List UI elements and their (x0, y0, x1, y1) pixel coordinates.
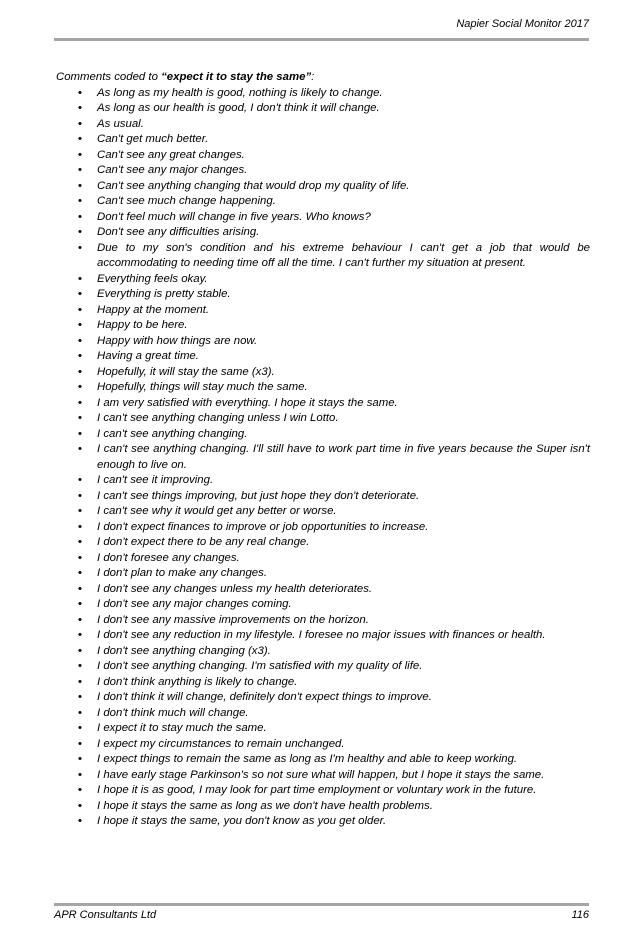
comment-item: • I don't see any changes unless my health deteriorates. (56, 582, 590, 598)
comment-item: • As long as our health is good, I don't think it will change. (56, 101, 590, 117)
comment-item: • I don't plan to make any changes. (56, 566, 590, 582)
comment-item: • I don't think anything is likely to change. (56, 675, 590, 691)
comment-item: • I can't see anything changing. (56, 427, 590, 443)
comment-item: • I can't see it improving. (56, 473, 590, 489)
comments-list (56, 86, 590, 830)
comment-item: • Having a great time. (56, 349, 590, 365)
comment-item: • I don't see anything changing. I'm satisfied with my quality of life. (56, 659, 590, 675)
comment-item: • As long as my health is good, nothing is likely to change. (56, 86, 590, 102)
comment-item: • I don't think much will change. (56, 706, 590, 722)
page-footer (54, 903, 589, 920)
page-header (54, 18, 589, 41)
comment-item: • Everything feels okay. (56, 272, 590, 288)
comment-item: • I don't see any reduction in my lifestyle. I foresee no major issues with finances or health. (56, 628, 590, 644)
comment-item: • I expect things to remain the same as long as I'm healthy and able to keep working. (56, 752, 590, 768)
comment-item: • Can't see any major changes. (56, 163, 590, 179)
intro-highlight: “expect it to stay the same” (161, 71, 312, 83)
comment-item: • Happy at the moment. (56, 303, 590, 319)
comment-item: • Don't feel much will change in five years. Who knows? (56, 210, 590, 226)
comment-item: • Due to my son's condition and his extreme behaviour I can't get a job that would be accommodating to needing time off all the time. I can't further my situation at present. (56, 241, 590, 272)
comment-item: • I don't see anything changing (x3). (56, 644, 590, 660)
comment-item: • I don't see any massive improvements on the horizon. (56, 613, 590, 629)
comment-item: • Can't see anything changing that would drop my quality of life. (56, 179, 590, 195)
comment-item: • Hopefully, things will stay much the same. (56, 380, 590, 396)
comment-item: • I don't see any major changes coming. (56, 597, 590, 613)
comment-item: • I don't expect there to be any real change. (56, 535, 590, 551)
comment-item: • I hope it is as good, I may look for part time employment or voluntary work in the future. (56, 783, 590, 799)
comment-item: • I don't expect finances to improve or job opportunities to increase. (56, 520, 590, 536)
footer-company: APR Consultants Ltd (54, 909, 157, 921)
comment-item: • Can't see much change happening. (56, 194, 590, 210)
comment-item: • As usual. (56, 117, 590, 133)
intro-prefix: Comments coded to (56, 71, 162, 83)
comment-item: • I can't see anything changing unless I win Lotto. (56, 411, 590, 427)
comment-item: • I can't see anything changing. I'll still have to work part time in five years because the Super isn't enough to live on. (56, 442, 590, 473)
comment-item: • Don't see any difficulties arising. (56, 225, 590, 241)
comment-item: • I have early stage Parkinson's so not sure what will happen, but I hope it stays the same. (56, 768, 590, 784)
comment-item: • I hope it stays the same as long as we don't have health problems. (56, 799, 590, 815)
comment-item: • I expect my circumstances to remain unchanged. (56, 737, 590, 753)
header-title: Napier Social Monitor 2017 (456, 18, 589, 30)
comment-item: • Happy with how things are now. (56, 334, 590, 350)
comment-item: • I don't foresee any changes. (56, 551, 590, 567)
comment-item: • Can't see any great changes. (56, 148, 590, 164)
comment-item: • I don't think it will change, definitely don't expect things to improve. (56, 690, 590, 706)
section-intro (56, 70, 590, 86)
comment-item: • Everything is pretty stable. (56, 287, 590, 303)
page-content (56, 70, 590, 830)
comment-item: • Can't get much better. (56, 132, 590, 148)
page-number: 116 (571, 909, 589, 921)
comment-item: • I hope it stays the same, you don't know as you get older. (56, 814, 590, 830)
comment-item: • I am very satisfied with everything. I hope it stays the same. (56, 396, 590, 412)
intro-suffix: : (311, 71, 315, 83)
comment-item: • I expect it to stay much the same. (56, 721, 590, 737)
comment-item: • I can't see why it would get any better or worse. (56, 504, 590, 520)
comment-item: • I can't see things improving, but just hope they don't deteriorate. (56, 489, 590, 505)
comment-item: • Hopefully, it will stay the same (x3). (56, 365, 590, 381)
comment-item: • Happy to be here. (56, 318, 590, 334)
